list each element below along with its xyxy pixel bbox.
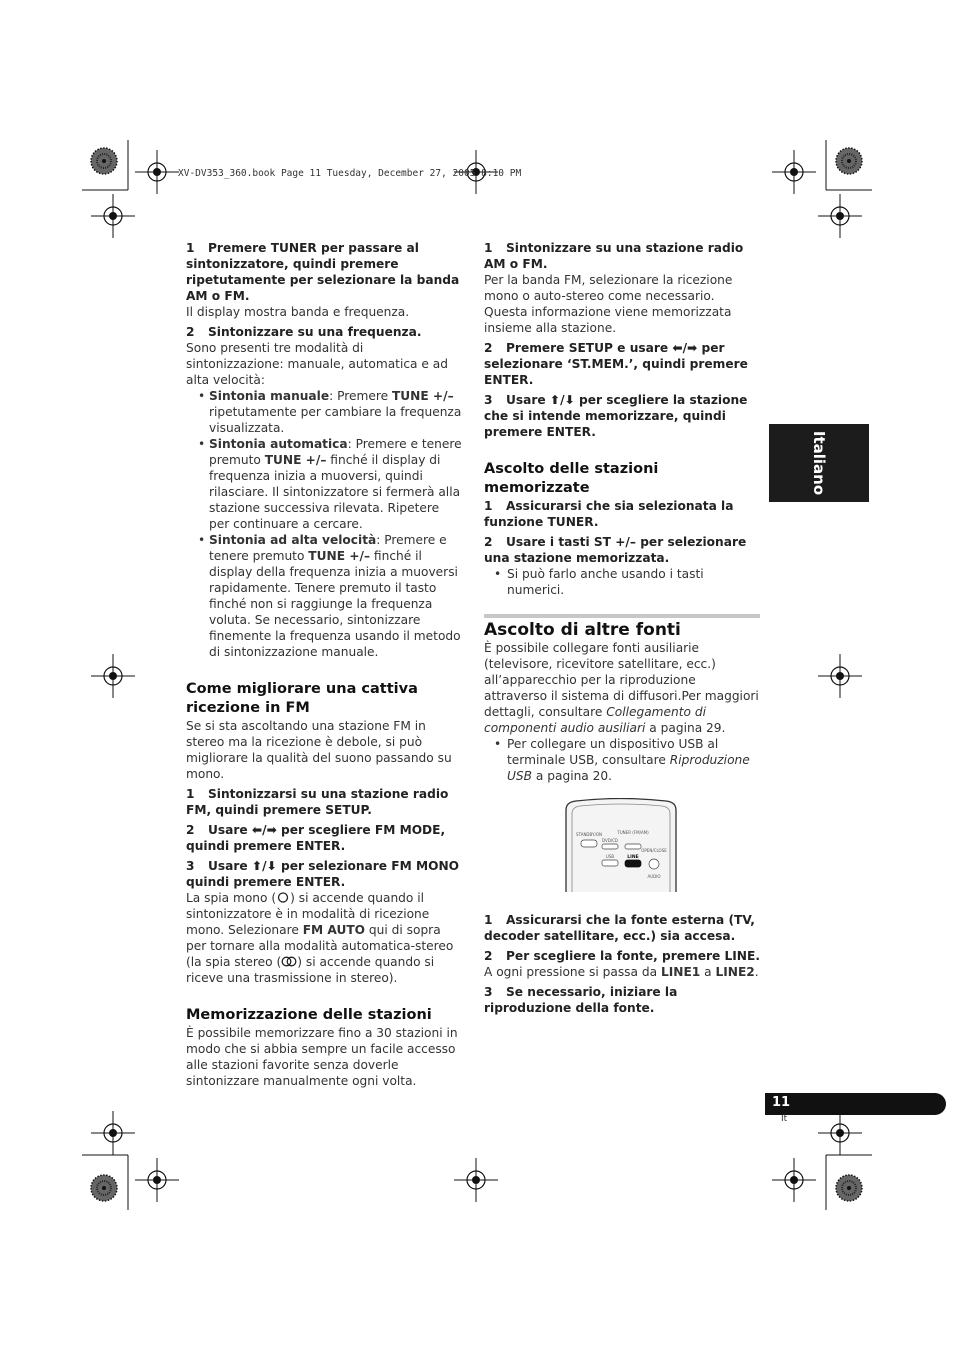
step-tuner-body: Il display mostra banda e frequenza.	[186, 305, 410, 319]
heading-fm-reception: Come migliorare una cattiva ricezione in FM	[186, 681, 418, 716]
usb-button	[602, 860, 618, 866]
usb-notes	[484, 736, 760, 784]
remote-btn-dvd-label: DVD/CD	[601, 838, 619, 843]
memorize-body: È possibile memorizzare fino a 30 stazioni in modo che si abbia sempre un facile accesso alle stazioni favorite senza doverle sintonizzare manualmente ogni volta.	[186, 1026, 458, 1088]
step-frequency: 2 Sintonizzare su una frequenza.	[186, 325, 422, 339]
fm-mono-body: La spia mono ( ) si accende quando il sintonizzatore è in modalità di ricezione mono. Selezionare FM AUTO qui di sopra per tornare alla modalità automatica-stereo (la spia stereo ( ) si accende quando si riceve una trasmissione in stereo).	[186, 891, 454, 985]
step-frequency-body: Sono presenti tre modalità di sintonizzazione: manuale, automatica e ad alta velocità:	[186, 341, 448, 387]
tuner-button	[625, 844, 641, 849]
fm-reception-body: Se si sta ascoltando una stazione FM in stereo ma la ricezione è debole, si può migliorare la qualità del suono passando su mono.	[186, 719, 452, 781]
remote-btn-audio-label: AUDIO	[647, 874, 661, 879]
step-start-playback: 3 Se necessario, iniziare la riproduzione della fonte.	[484, 985, 678, 1015]
st-keys-notes	[484, 566, 760, 598]
step-fm-setup: 1 Sintonizzarsi su una stazione radio FM, quindi premere SETUP.	[186, 787, 449, 817]
tuning-modes-list	[186, 388, 462, 660]
left-right-arrows-icon: ⬅/➡	[251, 823, 277, 837]
step-check-tuner: 1 Assicurarsi che sia selezionata la funzione TUNER.	[484, 499, 734, 529]
mono-indicator-icon	[276, 892, 290, 903]
remote-btn-tuner-label: TUNER (FM/AM)	[617, 830, 649, 835]
press-line-body: A ogni pressione si passa da LINE1 a LINE2.	[484, 965, 759, 979]
left-column	[186, 240, 462, 1089]
language-tab-label: Italiano	[810, 430, 828, 496]
page-number: 11	[772, 1095, 791, 1110]
language-tab	[769, 424, 869, 502]
other-sources-body: È possibile collegare fonti ausiliarie (televisore, ricevitore satellitare, ecc.) all’apparecchio per la riproduzione attraverso il sistema di diffusori.Per maggiori dettagli, consultare Collegamento di componenti audio ausiliari a pagina 29.	[484, 641, 759, 735]
step-st-keys: 2 Usare i tasti ST +/– per selezionare una stazione memorizzata.	[484, 535, 747, 565]
page-number-badge	[765, 1093, 946, 1115]
step-tune-station: 1 Sintonizzare su una stazione radio AM o FM.	[484, 241, 744, 271]
remote-btn-open-label: OPEN/CLOSE	[641, 848, 667, 853]
step-fm-mode: 2 Usare ⬅/➡ per scegliere FM MODE, quindi premere ENTER.	[186, 823, 446, 853]
remote-control-illustration	[484, 798, 760, 892]
up-down-arrows-icon: ⬆/⬇	[251, 859, 277, 873]
book-header-line: XV-DV353_360.book Page 11 Tuesday, December 27, 2005 8:10 PM	[178, 168, 522, 179]
step-fm-mono: 3 Usare ⬆/⬇ per selezionare FM MONO quindi premere ENTER.	[186, 859, 460, 889]
list-item: • Per collegare un dispositivo USB al terminale USB, consultare Riproduzione USB a pagina 20.	[484, 736, 760, 784]
list-item: • Sintonia manuale: Premere TUNE +/– ripetutamente per cambiare la frequenza visualizzata.	[186, 388, 462, 436]
heading-memorize: Memorizzazione delle stazioni	[186, 1007, 432, 1023]
step-source-on: 1 Assicurarsi che la fonte esterna (TV, decoder satellitare, ecc.) sia accesa.	[484, 913, 755, 943]
step-tune-station-body: Per la banda FM, selezionare la ricezione mono o auto-stereo come necessario. Questa informazione viene memorizzata insieme alla stazione.	[484, 273, 733, 335]
remote-btn-line-label: LINE	[627, 855, 639, 860]
step-tuner: 1 Premere TUNER per passare al sintonizzatore, quindi premere ripetutamente per selezionare la banda AM o FM.	[186, 241, 460, 303]
dvd-cd-button	[602, 844, 618, 849]
heading-listen-memorized: Ascolto delle stazioni memorizzate	[484, 461, 659, 496]
list-item: • Si può farlo anche usando i tasti numerici.	[484, 566, 760, 598]
step-choose-station: 3 Usare ⬆/⬇ per scegliere la stazione che si intende memorizzare, quindi premere ENTER.	[484, 393, 748, 439]
step-press-line: 2 Per scegliere la fonte, premere LINE.	[484, 949, 760, 963]
section-divider	[484, 614, 760, 618]
page-language-code: It	[781, 1114, 788, 1124]
standby-button	[581, 840, 597, 847]
right-column	[484, 240, 760, 1016]
list-item: • Sintonia automatica: Premere e tenere premuto TUNE +/– finché il display di frequenza inizia a muoversi, quindi rilasciare. Il sintonizzatore si fermerà alla stazione successiva rilevata. Ripetere per continuare a cercare.	[186, 436, 462, 532]
remote-btn-standby-label: STANDBY/ON	[576, 832, 602, 837]
stereo-indicator-icon	[281, 956, 297, 967]
open-close-button	[649, 859, 659, 869]
up-down-arrows-icon: ⬆/⬇	[549, 393, 575, 407]
line-button	[625, 860, 641, 867]
left-right-arrows-icon: ⬅/➡	[672, 341, 698, 355]
step-st-mem: 2 Premere SETUP e usare ⬅/➡ per selezionare ‘ST.MEM.’, quindi premere ENTER.	[484, 341, 748, 387]
remote-btn-usb-label: USB	[605, 854, 615, 859]
list-item: • Sintonia ad alta velocità: Premere e tenere premuto TUNE +/– finché il display della frequenza inizia a muoversi rapidamente. Tenere premuto il tasto finché non si raggiunge la frequenza voluta. Se necessario, sintonizzare finemente la frequenza usando il metodo di sintonizzazione manuale.	[186, 532, 462, 660]
heading-other-sources: Ascolto di altre fonti	[484, 620, 681, 640]
